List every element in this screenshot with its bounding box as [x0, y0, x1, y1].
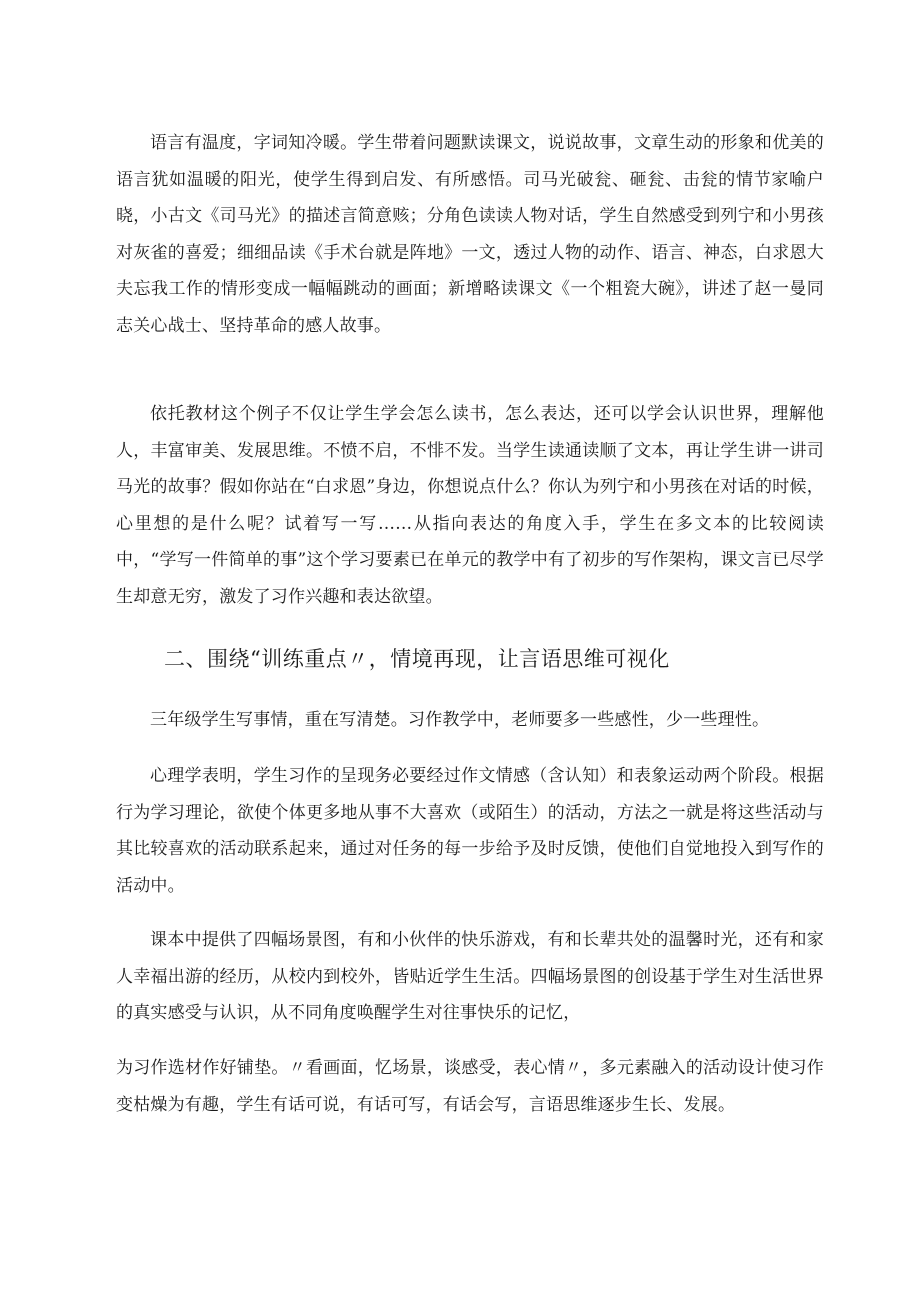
body-paragraph: 依托教材这个例子不仅让学生学会怎么读书，怎么表达，还可以学会认识世界，理解他人，丰富审美、发展思维。不愤不启，不悱不发。当学生读通读顺了文本，再让学生讲一讲司马光的故事？假如你站在“白求恩”身边，你想说点什么？你认为列宁和小男孩在对话的时候，心里想的是什么呢？试着写一写……从指向表达的角度入手，学生在多文本的比较阅读中，“学写一件简单的事”这个学习要素已在单元的教学中有了初步的写作架构，课文言已尽学生却意无穷，激发了习作兴趣和表达欲望。 — [116, 404, 824, 607]
body-paragraph: 语言有温度，字词知冷暖。学生带着问题默读课文，说说故事，文章生动的形象和优美的语言犹如温暖的阳光，使学生得到启发、有所感悟。司马光破瓮、砸瓮、击瓮的情节家喻户晓，小古文《司马光》的描述言简意赅；分角色读读人物对话，学生自然感受到列宁和小男孩对灰雀的喜爱；细细品读《手术台就是阵地》一文，透过人物的动作、语言、神态，白求恩大夫忘我工作的情形变成一幅幅跳动的画面；新增略读课文《一个粗瓷大碗》，讲述了赵一曼同志关心战士、坚持革命的感人故事。 — [116, 133, 824, 336]
section-heading: 二、围绕“训练重点〃，情境再现，让言语思维可视化 — [164, 647, 670, 671]
body-paragraph: 三年级学生写事情，重在写清楚。习作教学中，老师要多一些感性，少一些理性。 — [150, 710, 770, 730]
body-paragraph: 课本中提供了四幅场景图，有和小伙伴的快乐游戏，有和长辈共处的温馨时光，还有和家人幸福出游的经历，从校内到校外，皆贴近学生生活。四幅场景图的创设基于学生对生活世界的真实感受与认识，从不同角度唤醒学生对往事快乐的记忆， — [116, 930, 824, 1023]
body-paragraph-continued: 为习作选材作好铺垫。〃看画面，忆场景，谈感受，表心情〃，多元素融入的活动设计使习作变枯燥为有趣，学生有话可说，有话可写，有话会写，言语思维逐步生长、发展。 — [116, 1058, 824, 1115]
body-paragraph: 心理学表明，学生习作的呈现务必要经过作文情感（含认知）和表象运动两个阶段。根据行为学习理论，欲使个体更多地从事不大喜欢（或陌生）的活动，方法之一就是将这些活动与其比较喜欢的活动联系起来，通过对任务的每一步给予及时反馈，使他们自觉地投入到写作的活动中。 — [116, 766, 824, 896]
